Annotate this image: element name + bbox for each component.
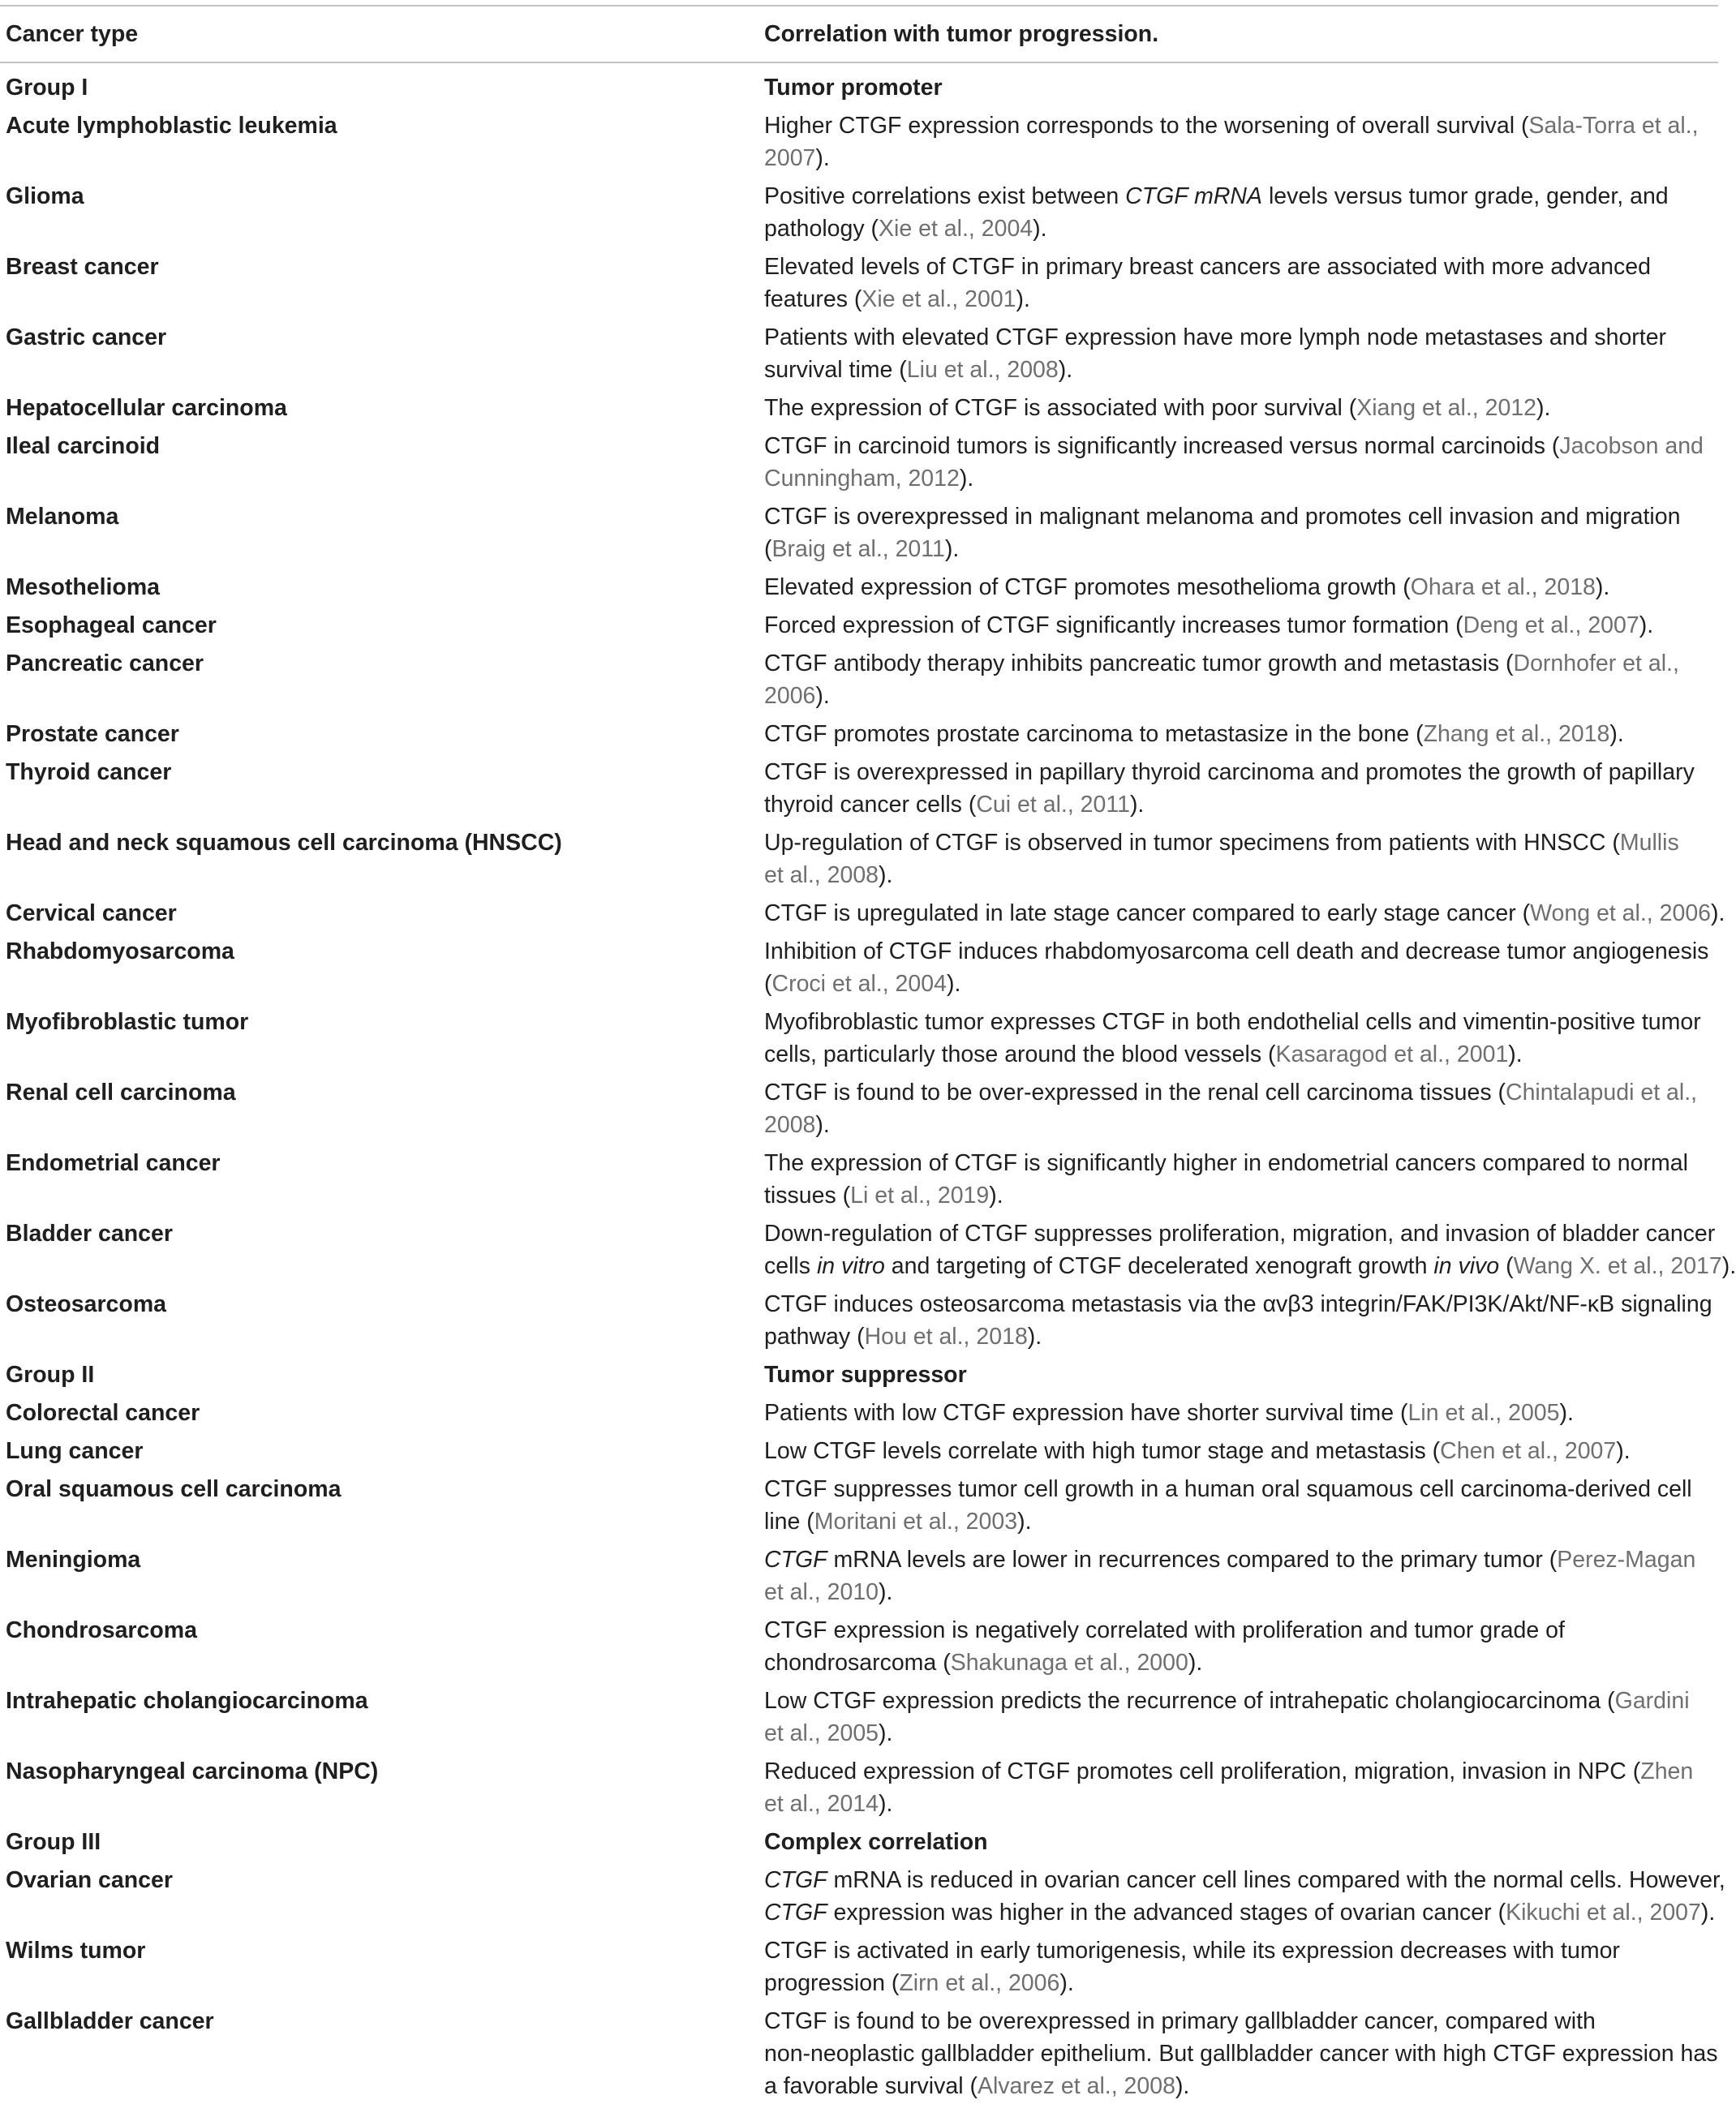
- cancer-type-cell: Thyroid cancer: [6, 759, 172, 785]
- correlation-cell: Low CTGF expression predicts the recurrence of intrahepatic cholangiocarcinoma (Gardini et al., 2005).: [764, 1688, 1690, 1746]
- cancer-type-cell: Meningioma: [6, 1547, 141, 1573]
- cancer-type-cell: Osteosarcoma: [6, 1291, 167, 1317]
- cancer-type-cell: Mesothelioma: [6, 574, 161, 600]
- cancer-type-cell: Lung cancer: [6, 1438, 144, 1464]
- correlation-cell: Inhibition of CTGF induces rhabdomyosarcoma cell death and decrease tumor angiogenesis (Croci et al., 2004).: [764, 938, 1709, 997]
- correlation-cell: CTGF suppresses tumor cell growth in a human oral squamous cell carcinoma-derived cell line (Moritani et al., 2003).: [764, 1476, 1692, 1535]
- correlation-cell: Down-regulation of CTGF suppresses proliferation, migration, and invasion of bladder cancer cells in vitro and targeting of CTGF decelerated xenograft growth in vivo (Wang X. et al., 2017).: [764, 1221, 1736, 1279]
- correlation-cell: Up-regulation of CTGF is observed in tumor specimens from patients with HNSCC (Mullis et al., 2008).: [764, 830, 1679, 888]
- correlation-cell: Low CTGF levels correlate with high tumor stage and metastasis (Chen et al., 2007).: [764, 1438, 1631, 1464]
- cancer-type-cell: Esophageal cancer: [6, 612, 217, 638]
- cancer-type-cell: Wilms tumor: [6, 1938, 146, 1964]
- correlation-cell: The expression of CTGF is significantly higher in endometrial cancers compared to normal tissues (Li et al., 2019).: [764, 1150, 1688, 1209]
- cancer-type-cell: Pancreatic cancer: [6, 651, 204, 676]
- cancer-type-cell: Endometrial cancer: [6, 1150, 221, 1176]
- cancer-type-cell: Ileal carcinoid: [6, 433, 161, 459]
- correlation-cell: Forced expression of CTGF significantly increases tumor formation (Deng et al., 2007).: [764, 612, 1654, 638]
- correlation-cell: CTGF is overexpressed in malignant melanoma and promotes cell invasion and migration (Braig et al., 2011).: [764, 504, 1681, 562]
- cancer-type-cell: Chondrosarcoma: [6, 1617, 197, 1643]
- correlation-cell: Elevated expression of CTGF promotes mesothelioma growth (Ohara et al., 2018).: [764, 574, 1610, 600]
- cancer-type-cell: Head and neck squamous cell carcinoma (HNSCC): [6, 830, 562, 856]
- cancer-type-cell: Breast cancer: [6, 254, 159, 280]
- cancer-type-cell: Melanoma: [6, 504, 119, 530]
- table-top-rule: [0, 5, 1718, 6]
- cancer-type-cell: Bladder cancer: [6, 1221, 173, 1247]
- correlation-cell: Higher CTGF expression corresponds to the worsening of overall survival (Sala-Torra et al., 2007).: [764, 113, 1699, 171]
- correlation-cell: CTGF is found to be overexpressed in primary gallbladder cancer, compared with non-neoplastic gallbladder epithelium. But gallbladder cancer with high CTGF expression has a favorable survival (Alvarez et al., 2008).: [764, 2008, 1718, 2099]
- column-header-correlation: Correlation with tumor progression.: [764, 21, 1159, 47]
- cancer-type-cell: Ovarian cancer: [6, 1867, 173, 1893]
- correlation-cell: CTGF mRNA levels are lower in recurrences compared to the primary tumor (Perez-Magan et al., 2010).: [764, 1547, 1696, 1605]
- correlation-cell: CTGF is overexpressed in papillary thyroid carcinoma and promotes the growth of papillary thyroid cancer cells (Cui et al., 2011).: [764, 759, 1695, 818]
- cancer-type-cell: Hepatocellular carcinoma: [6, 395, 287, 421]
- correlation-cell: CTGF in carcinoid tumors is significantly increased versus normal carcinoids (Jacobson and Cunningham, 2012).: [764, 433, 1704, 492]
- correlation-cell: CTGF promotes prostate carcinoma to metastasize in the bone (Zhang et al., 2018).: [764, 721, 1624, 747]
- cancer-type-cell: Acute lymphoblastic leukemia: [6, 113, 337, 139]
- cancer-type-cell: Rhabdomyosarcoma: [6, 938, 234, 964]
- correlation-cell: Patients with elevated CTGF expression have more lymph node metastases and shorter survival time (Liu et al., 2008).: [764, 324, 1667, 383]
- correlation-cell: Patients with low CTGF expression have shorter survival time (Lin et al., 2005).: [764, 1400, 1574, 1426]
- cancer-type-cell: Glioma: [6, 183, 84, 209]
- cancer-type-cell: Gallbladder cancer: [6, 2008, 214, 2034]
- column-header-cancer-type: Cancer type: [6, 21, 139, 47]
- cancer-type-cell: Prostate cancer: [6, 721, 179, 747]
- correlation-cell: Reduced expression of CTGF promotes cell proliferation, migration, invasion in NPC (Zhen et al., 2014).: [764, 1758, 1694, 1817]
- group-label: Group III: [6, 1829, 101, 1855]
- correlation-cell: CTGF is activated in early tumorigenesis, while its expression decreases with tumor progression (Zirn et al., 2006).: [764, 1938, 1620, 1996]
- group-category: Tumor suppressor: [764, 1362, 967, 1388]
- correlation-cell: CTGF antibody therapy inhibits pancreatic tumor growth and metastasis (Dornhofer et al., 2006).: [764, 651, 1679, 709]
- group-category: Complex correlation: [764, 1829, 988, 1855]
- header-rule: [0, 62, 1718, 63]
- group-category: Tumor promoter: [764, 75, 943, 101]
- correlation-cell: CTGF is upregulated in late stage cancer compared to early stage cancer (Wong et al., 2006).: [764, 900, 1725, 926]
- correlation-cell: CTGF mRNA is reduced in ovarian cancer cell lines compared with the normal cells. However, CTGF expression was higher in the advanced stages of ovarian cancer (Kikuchi et al., 2007).: [764, 1867, 1725, 1926]
- correlation-cell: Elevated levels of CTGF in primary breast cancers are associated with more advanced features (Xie et al., 2001).: [764, 254, 1651, 312]
- correlation-cell: CTGF expression is negatively correlated with proliferation and tumor grade of chondrosarcoma (Shakunaga et al., 2000).: [764, 1617, 1565, 1676]
- cancer-type-cell: Gastric cancer: [6, 324, 167, 350]
- correlation-cell: Positive correlations exist between CTGF mRNA levels versus tumor grade, gender, and pathology (Xie et al., 2004).: [764, 183, 1669, 242]
- cancer-type-cell: Oral squamous cell carcinoma: [6, 1476, 342, 1502]
- cancer-type-cell: Intrahepatic cholangiocarcinoma: [6, 1688, 368, 1714]
- correlation-cell: The expression of CTGF is associated with poor survival (Xiang et al., 2012).: [764, 395, 1551, 421]
- group-label: Group II: [6, 1362, 95, 1388]
- group-label: Group I: [6, 75, 88, 101]
- cancer-type-cell: Cervical cancer: [6, 900, 177, 926]
- correlation-cell: Myofibroblastic tumor expresses CTGF in both endothelial cells and vimentin-positive tumor cells, particularly those around the blood vessels (Kasaragod et al., 2001).: [764, 1009, 1701, 1067]
- cancer-type-cell: Colorectal cancer: [6, 1400, 200, 1426]
- cancer-type-cell: Myofibroblastic tumor: [6, 1009, 249, 1035]
- cancer-type-cell: Renal cell carcinoma: [6, 1080, 236, 1106]
- correlation-cell: CTGF induces osteosarcoma metastasis via the αvβ3 integrin/FAK/PI3K/Akt/NF-κB signaling pathway (Hou et al., 2018).: [764, 1291, 1712, 1350]
- cancer-type-cell: Nasopharyngeal carcinoma (NPC): [6, 1758, 379, 1784]
- correlation-cell: CTGF is found to be over-expressed in the renal cell carcinoma tissues (Chintalapudi et al., 2008).: [764, 1080, 1698, 1138]
